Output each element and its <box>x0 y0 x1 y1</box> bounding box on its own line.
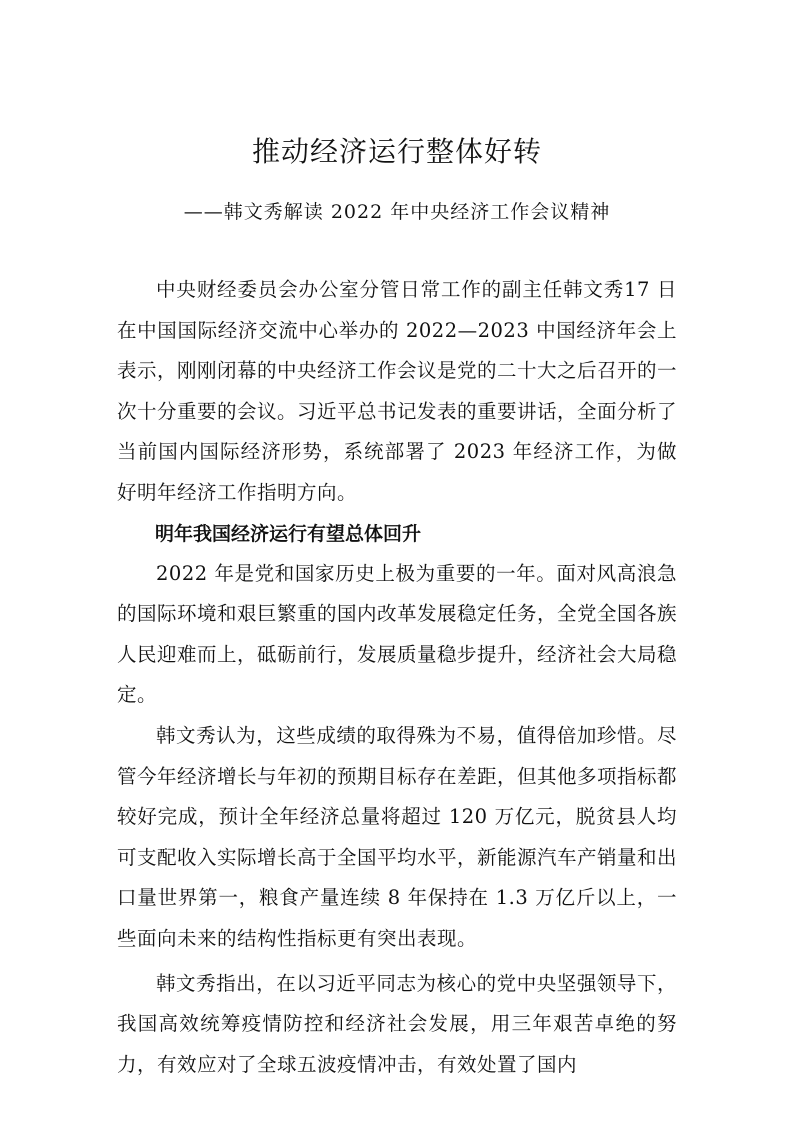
section-heading: 明年我国经济运行有望总体回升 <box>155 522 422 545</box>
page-title: 推动经济运行整体好转 <box>251 135 542 168</box>
paragraph-intro: 中央财经委员会办公室分管日常工作的副主任韩文秀17 日在中国国际经济交流中心举办的 2022—2023 中国经济年会上表示，刚刚闭幕的中央经济工作会议是党的二十大之后召开的一次十分重要的会议。习近平总书记发表的重要讲话，全面分析了当前国内国际经济形势，系统部署了 2023 年经济工作，为做好明年经济工作指明方向。 <box>117 278 678 504</box>
page-subtitle: ——韩文秀解读 2022 年中央经济工作会议精神 <box>183 201 611 223</box>
paragraph-leadership: 韩文秀指出，在以习近平同志为核心的党中央坚强领导下，我国高效统筹疫情防控和经济社会发展，用三年艰苦卓绝的努力，有效应对了全球五波疫情冲击，有效处置了国内 <box>117 971 677 1076</box>
article-body <box>117 270 677 1085</box>
paragraph-2022: 2022 年是党和国家历史上极为重要的一年。面对风高浪急的国际环境和艰巨繁重的国内改革发展稳定任务，全党全国各族人民迎难而上，砥砺前行，发展质量稳步提升，经济社会大局稳定。 <box>117 561 678 707</box>
paragraph-achievements: 韩文秀认为，这些成绩的取得殊为不易，值得倍加珍惜。尽管今年经济增长与年初的预期目标存在差距，但其他多项指标都较好完成，预计全年经济总量将超过 120 万亿元，脱贫县人均可支配收入实际增长高于全国平均水平，新能源汽车产销量和出口量世界第一，粮食产量连续 8 年保持在 1.3 万亿斤以上，一些面向未来的结构性指标更有突出表现。 <box>117 723 678 950</box>
